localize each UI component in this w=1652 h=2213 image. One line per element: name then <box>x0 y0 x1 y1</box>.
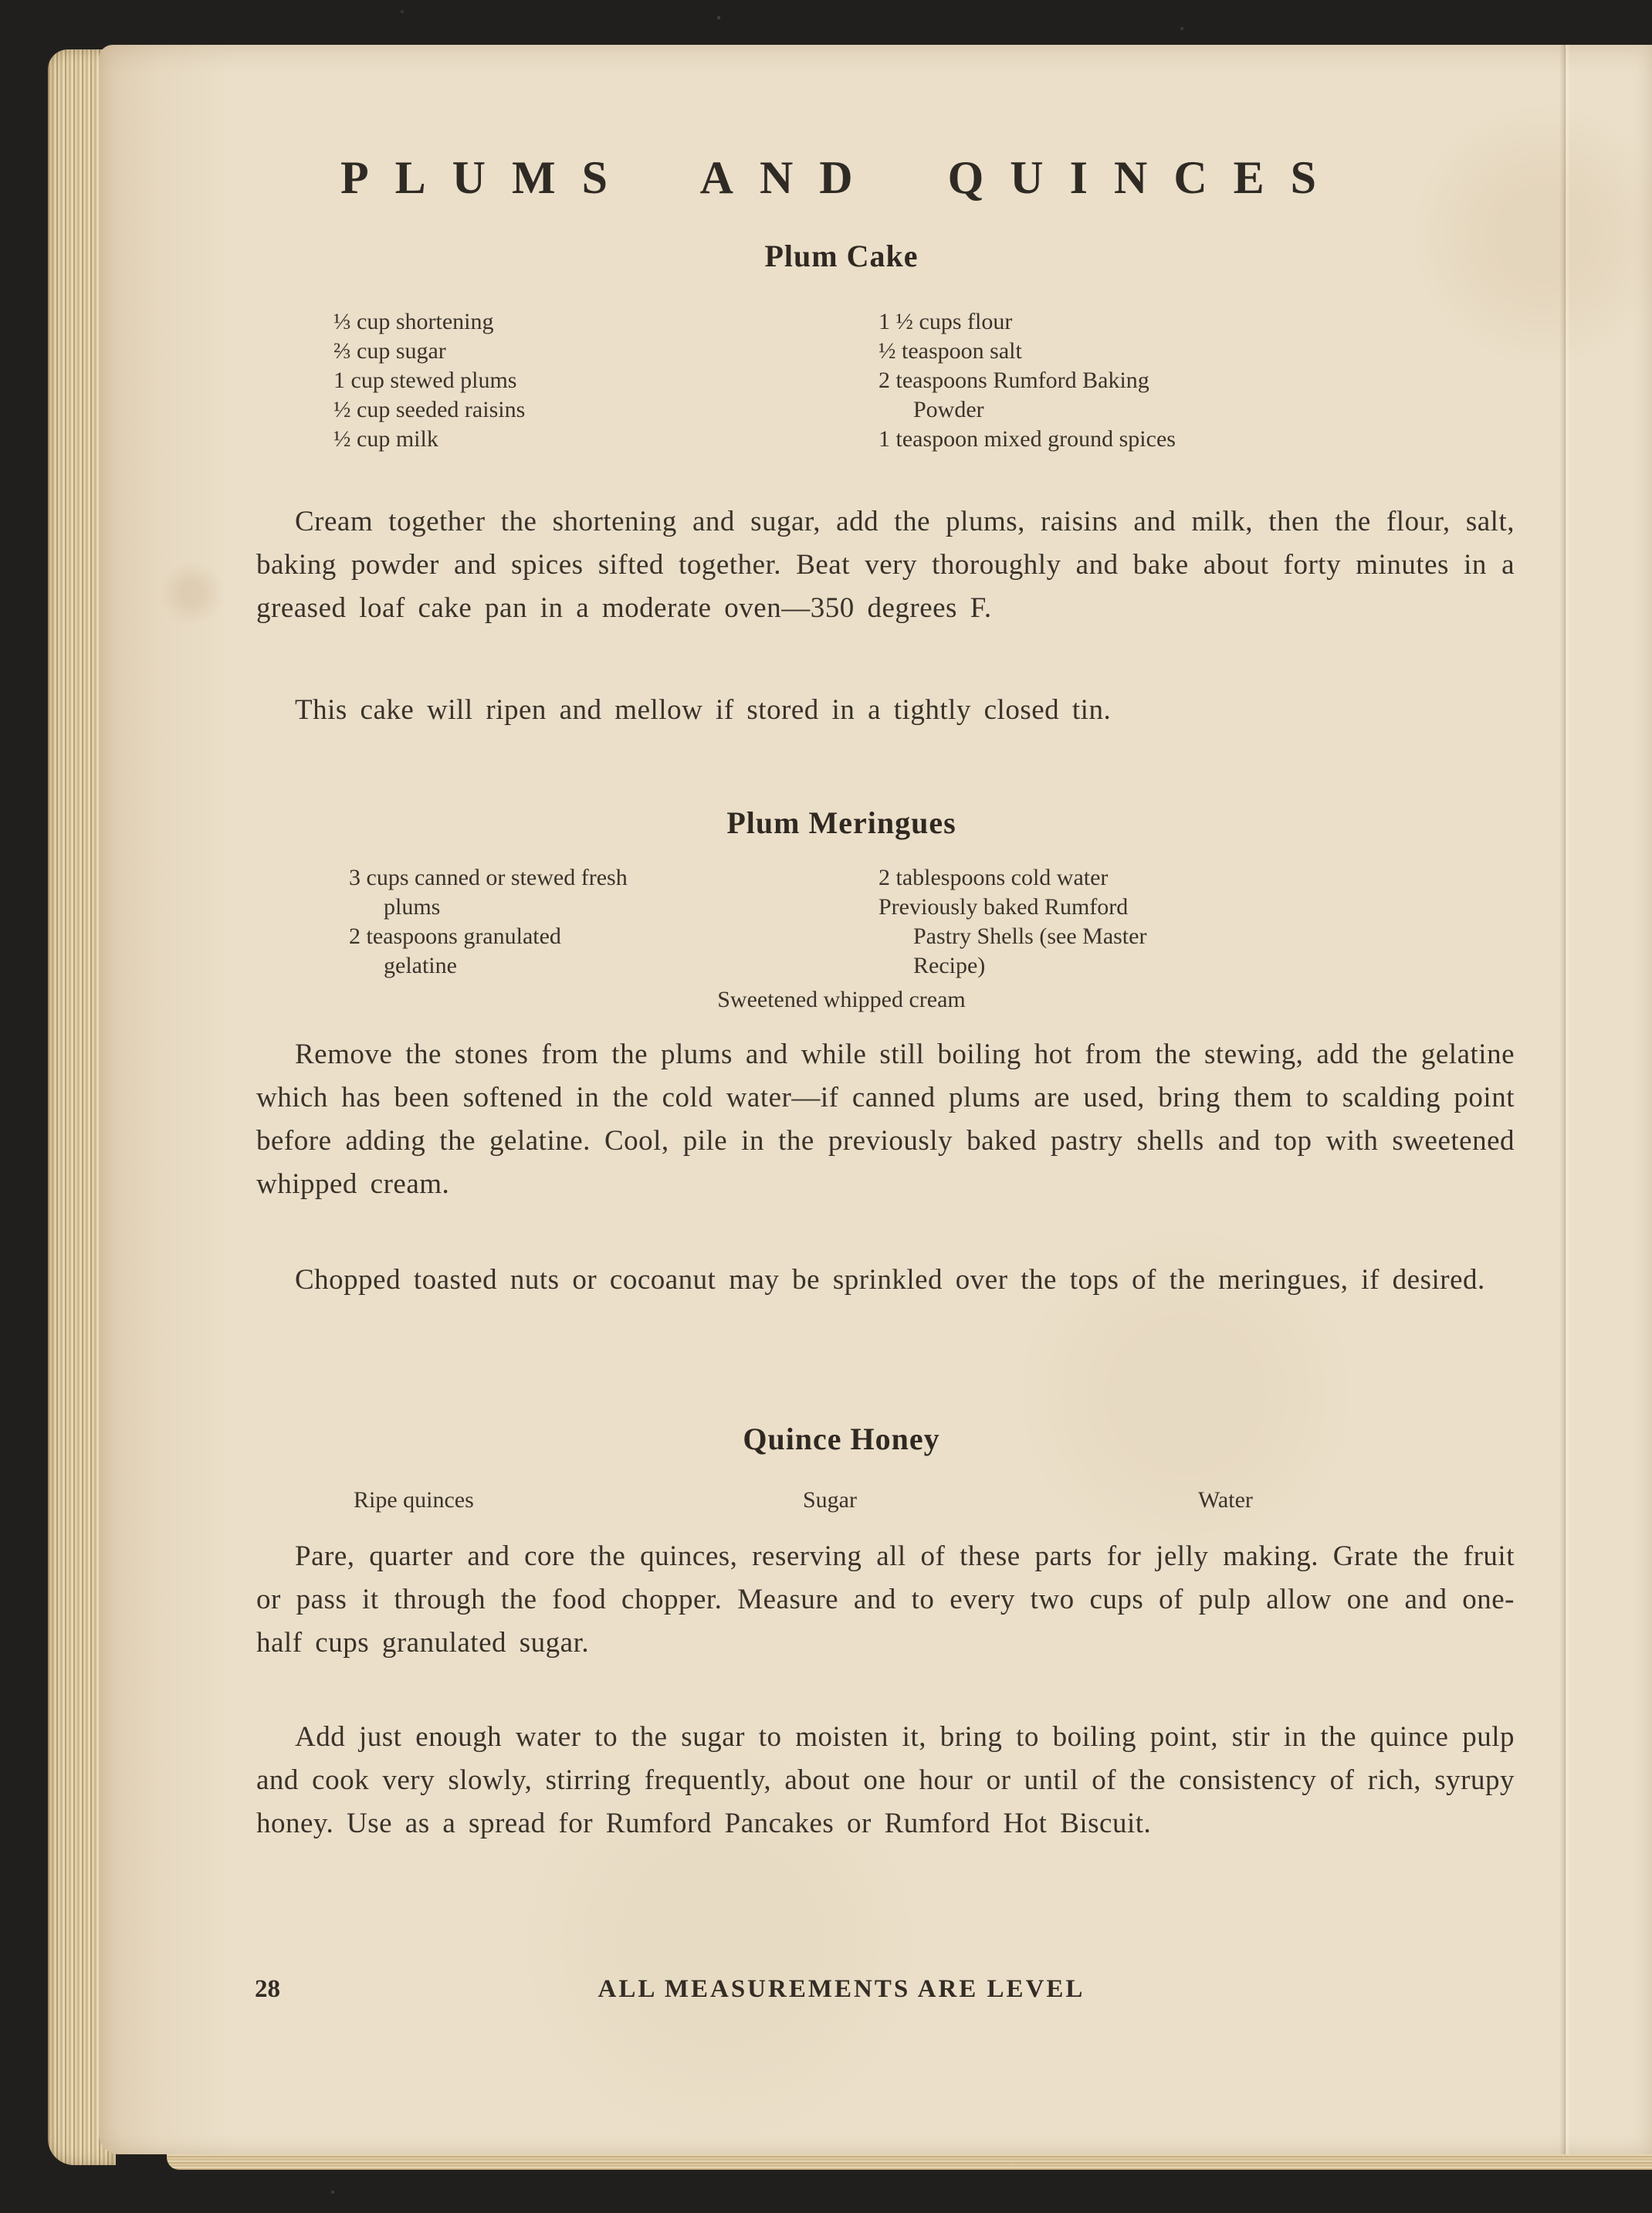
ingredient-line: 2 tablespoons cold water <box>878 865 1109 890</box>
footer-page-number: 28 <box>255 1975 280 2003</box>
ingredient-line: ½ teaspoon salt <box>878 338 1022 364</box>
plum-cake-ingredients-left <box>333 307 525 454</box>
plum-meringues-ingredients-left <box>349 863 628 981</box>
ingredient-line: ⅓ cup shortening <box>333 309 494 334</box>
recipe-title-plum-meringues: Plum Meringues <box>726 805 956 840</box>
ingredient-line: Powder <box>878 397 984 422</box>
plum-meringues-ingredients-right <box>878 863 1146 981</box>
recipe-title-plum-cake: Plum Cake <box>764 239 919 273</box>
ingredient-line: 2 teaspoons Rumford Baking <box>878 368 1149 393</box>
ingredient-line: ½ cup milk <box>333 426 438 452</box>
recipe-title-quince-honey: Quince Honey <box>743 1422 940 1456</box>
plum-cake-directions-paragraph: Cream together the shortening and sugar, add the plums, raisins and milk, then the flour, salt, baking powder and spices sifted together. Beat very thoroughly and bake about forty minutes in a greased loaf cake pan in a moderate oven—350 degrees F. <box>256 506 1515 624</box>
plum-meringues-ingredient-center: Sweetened whipped cream <box>717 987 966 1012</box>
ingredient-line: ½ cup seeded raisins <box>333 397 526 422</box>
ingredient-line: ⅔ cup sugar <box>333 338 446 364</box>
ingredient-line: plums <box>349 894 441 920</box>
quince-honey-directions-paragraph: Pare, quarter and core the quinces, reserving all of these parts for jelly making. Grate the fruit or pass it through the food chopper. Measure and to every two cups of pulp allow one and one-half cups granulated sugar. <box>256 1540 1515 1659</box>
quince-honey-ingredient-water: Water <box>1198 1487 1253 1513</box>
quince-honey-ingredient-sugar: Sugar <box>803 1487 857 1513</box>
ingredient-line: Recipe) <box>878 953 986 978</box>
ingredient-line: 1 teaspoon mixed ground spices <box>878 426 1176 452</box>
ingredient-line: 1 ½ cups flour <box>878 309 1013 334</box>
quince-honey-ingredient-quinces: Ripe quinces <box>354 1487 474 1513</box>
ingredient-line: 1 cup stewed plums <box>333 368 517 393</box>
ingredient-line: 3 cups canned or stewed fresh <box>349 865 628 890</box>
plum-meringues-directions-paragraph: Remove the stones from the plums and while still boiling hot from the stewing, add the gelatine which has been softened in the cold water—if canned plums are used, bring them to scalding point before adding the gelatine. Cool, pile in the previously baked pastry shells and top with sweetened whipped cream. <box>256 1039 1515 1200</box>
quince-honey-cooking-paragraph: Add just enough water to the sugar to moisten it, bring to boiling point, stir in the quince pulp and cook very slowly, stirring frequently, about one hour or until of the consistency of rich, syrupy honey. Use as a spread for Rumford Pancakes or Rumford Hot Biscuit. <box>256 1721 1515 1839</box>
footer-measurements-note: ALL MEASUREMENTS ARE LEVEL <box>597 1975 1085 2003</box>
ingredient-line: gelatine <box>349 953 457 978</box>
ingredient-line: 2 teaspoons granulated <box>349 923 561 949</box>
ingredient-line: Pastry Shells (see Master <box>878 923 1147 949</box>
plum-cake-ingredients-right <box>878 307 1176 454</box>
plum-cake-note-paragraph: This cake will ripen and mellow if stored in a tightly closed tin. <box>295 694 1112 726</box>
book-page-stack-bottom-edge <box>167 2154 1652 2170</box>
dust-specks <box>0 0 2 2</box>
ingredient-line: Previously baked Rumford <box>878 894 1129 920</box>
page-title: PLUMS AND QUINCES <box>340 152 1343 203</box>
page-crease-line <box>1559 45 1570 2154</box>
plum-meringues-note-paragraph: Chopped toasted nuts or cocoanut may be sprinkled over the tops of the meringues, if desired. <box>295 1264 1485 1296</box>
